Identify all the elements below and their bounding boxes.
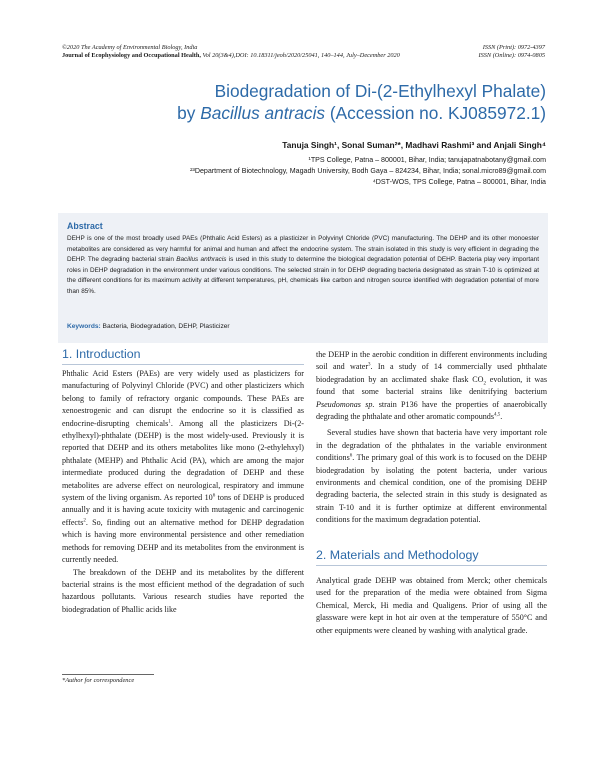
title-species: Bacillus antracis <box>200 103 326 123</box>
citation-3: 3 <box>368 362 371 368</box>
intro-paragraph-3 <box>316 349 547 423</box>
abstract-text-part-1: DEHP is one of the most broadly used PAEs (Phthalic Acid Esters) as a plasticizer in Polyvinyl Chloride (PVC) manufacturing. The DEHP and its other monoester metabolites are considered as very harmful for animal and human and affect the endocrine system. The strain isolated in this study is very efficient in degrading the DEHP. The degrading bacterial strain <box>67 235 539 264</box>
methods-paragraph-1: Analytical grade DEHP was obtained from Merck; other chemicals used for the preparation of the media were obtained from Sigma Chemical, Merck, Hi media and Qualigens. Prior of using all the glassware were kept in hot air oven at the temperature of 550°C and other equipments were cleaned by washing with analytical grade. <box>316 576 547 635</box>
intro-c2p1-e: . <box>500 412 503 422</box>
title-line-1: Biodegradation of Di-(2-Ethylhexyl Phalate) <box>214 81 546 101</box>
author-list: Tanuja Singh¹, Sonal Suman²*, Madhavi Rashmi³ and Anjali Singh⁴ <box>282 140 546 150</box>
methods-rule <box>316 565 547 566</box>
copyright-line: ©2020 The Academy of Environmental Biology, India <box>62 44 198 51</box>
intro-paragraph-4 <box>316 427 547 526</box>
intro-p1-a: Phthalic Acid Esters (PAEs) are very widely used as plasticizers for manufacturing of Polyvinyl Chloride (PVC) and other plasticizers which belong to family of refractory organic compounds. These PAEs are xenoestrogenic and can disrupt the endocrine so it is classified as endocrine-disrupting chemicals <box>62 369 304 428</box>
introduction-column-right <box>316 349 547 527</box>
affiliation-1: ¹TPS College, Patna – 800001, Bihar, India; tanujapatnabotany@gmail.com <box>308 156 546 164</box>
journal-info: Vol 20(3&4),DOI: 10.18311/jeoh/2020/25041, 140–144, July–December 2020 <box>200 52 400 59</box>
footnote: *Author for correspondence <box>62 677 135 684</box>
journal-citation <box>62 52 400 60</box>
journal-name: Journal of Ecophysiology and Occupational Health, <box>62 52 201 59</box>
abstract-heading: Abstract <box>67 221 103 231</box>
running-header-right <box>479 44 545 60</box>
issn-online: ISSN (Online): 0974-0805 <box>478 52 545 59</box>
keywords-label: Keywords: <box>67 323 101 330</box>
citation-4-5: 4,5 <box>494 412 501 418</box>
abstract-species: Bacillus anthracis <box>176 256 227 264</box>
intro-c2p2-a: Several studies have shown that bacteria have very important role in the degradation of the phthalates in the variable environment conditions <box>316 428 547 463</box>
introduction-rule <box>62 364 304 365</box>
citation-6: 6 <box>349 453 353 459</box>
keywords-line <box>67 323 230 330</box>
exponent-6: 6 <box>212 493 216 499</box>
species-pseudomonas: Pseudomonas sp. <box>316 399 375 409</box>
intro-p1-c: tons of DEHP is produced annually and it is having acute toxicity with mutagenic and carcinogenic effects <box>62 493 304 527</box>
intro-c2p1-b: . In a study of 14 commercially used phthalate biodegradation by an acclimated shake flask CO <box>316 362 548 384</box>
keywords-list: Bacteria, Biodegradation, DEHP, Plasticizer <box>100 323 230 330</box>
introduction-column-left <box>62 368 304 616</box>
abstract-text-part-2: is used in this study to determine the biological degradation potential of DEHP. Bacteria play very important roles in DEHP degradation in the environment under various conditions. The selected strain in for DEHP degrading bacteria designated as strain T-10 is optimized at the different conditions for its maximum activity at different temperatures, pH, chemicals like carbon and nitrogen source identified with degradation potential of more than 85%. <box>67 256 539 295</box>
subscript-2: 2 <box>483 381 486 387</box>
title-line-2-suffix: (Accession no. KJ085972.1) <box>325 103 546 123</box>
methods-heading: 2. Materials and Methodology <box>316 548 479 562</box>
citation-1: 1 <box>168 418 171 424</box>
methods-column <box>316 575 547 637</box>
citation-2: 2 <box>83 518 86 524</box>
intro-paragraph-1 <box>62 368 304 567</box>
footnote-rule <box>62 674 154 675</box>
intro-paragraph-2: The breakdown of the DEHP and its metabolites by the different bacterial strains is the most efficient method of the degradation of such hazardous pollutants. Various research studies have reported the biodegradation of Phallic acids like <box>62 567 304 614</box>
issn-print: ISSN (Print): 0972-4397 <box>482 44 545 51</box>
affiliation-3: ⁴DST-WOS, TPS College, Patna – 800001, Bihar, India <box>372 178 546 186</box>
introduction-heading: 1. Introduction <box>62 347 141 361</box>
paper-title <box>76 80 546 124</box>
intro-c2p1-c: evolution, it was found that some bacterial strains like denitrifying bacterium <box>316 374 547 397</box>
abstract-text <box>67 234 539 298</box>
intro-p1-d: . So, finding out an alternative method for DEHP degradation which is having more environmental persistence and other remediation methods for removing DEHP and its metabolites from the environment is currently needed. <box>62 517 304 565</box>
title-line-2-prefix: by <box>177 103 201 123</box>
intro-c2p1-a: the DEHP in the aerobic condition in different environments including soil and water <box>316 350 547 372</box>
affiliations <box>190 155 546 188</box>
intro-c2p2-b: . The primary goal of this work is to focused on the DEHP biodegradation by isolating the potent bacteria, under various environments and chemical condition, one of the promising DEHP degrading bacteria, the selected strain in this study is designated as strain T-10 and it is further optimize at different environmental conditions for the maximum degradation potential. <box>316 453 547 525</box>
intro-c2p1-d: strain P136 have the properties of anaerobically degrading the phthalate and other aromatic compounds <box>316 399 547 422</box>
running-header-left <box>62 44 400 60</box>
affiliation-2: ²³Department of Biotechnology, Magadh University, Bodh Gaya – 824234, Bihar, India; sonal.micro89@gmail.com <box>190 167 546 175</box>
intro-p1-b: . Among all the plasticizers Di-(2-ethylhexyl)-phthalate (DEHP) is the most widely-used. Previously it is reported that DEHP and its others metabolites like mono (2-ethylehxyl) phthalate (MEHP) and Phthalic Acid (PA), which are among the major intermediate produced during the degradation of DEHP and these metabolites are adverse effect on neurological, respiratory and immune system of the living organism. As reported 10 <box>62 418 304 503</box>
